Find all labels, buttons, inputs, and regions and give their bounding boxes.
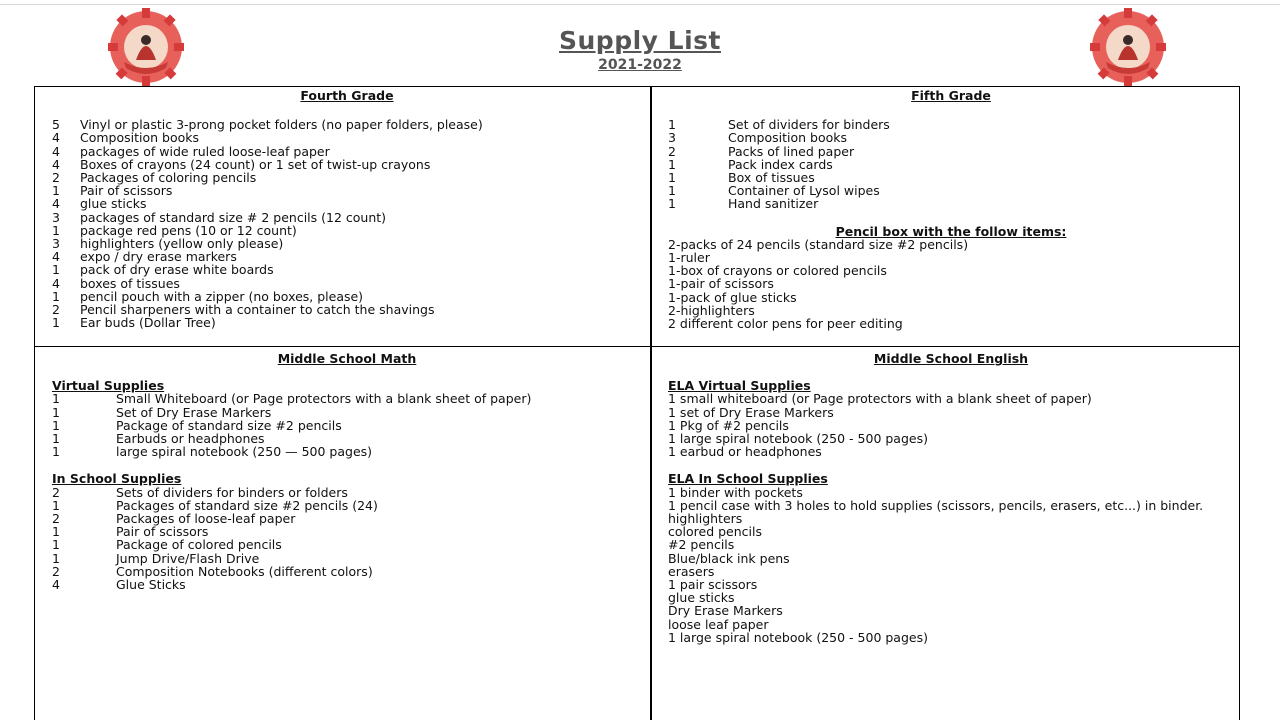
list-item: 1-pack of glue sticks xyxy=(668,289,797,305)
item-text: Set of dividers for binders xyxy=(728,117,890,133)
list-item xyxy=(52,578,642,591)
item-quantity: 1 xyxy=(52,497,60,513)
grid-divider-vertical xyxy=(650,86,652,720)
item-quantity: 1 xyxy=(52,537,60,553)
item-text: Packages of loose-leaf paper xyxy=(116,511,296,527)
item-quantity: 1 xyxy=(52,183,60,199)
list-item: glue sticks xyxy=(668,590,735,606)
fifth-grade-section xyxy=(668,89,1234,330)
item-text: Packages of standard size #2 pencils (24) xyxy=(116,497,378,513)
list-item: 2 different color pens for peer editing xyxy=(668,316,903,332)
list-item: Dry Erase Markers xyxy=(668,603,783,619)
item-text: Pack index cards xyxy=(728,156,833,172)
item-text: Composition Notebooks (different colors) xyxy=(116,563,373,579)
item-quantity: 4 xyxy=(52,249,60,265)
ms-math-heading: Middle School Math xyxy=(277,351,417,366)
list-item xyxy=(52,538,642,551)
item-text: packages of standard size # 2 pencils (12 count) xyxy=(80,209,387,225)
item-quantity: 1 xyxy=(668,117,676,133)
list-item: highlighters xyxy=(668,511,743,527)
list-item xyxy=(52,445,642,458)
item-quantity: 2 xyxy=(52,563,60,579)
list-item xyxy=(52,145,642,158)
ms-english-school-list xyxy=(668,486,1234,644)
list-item: erasers xyxy=(668,563,715,579)
item-text: Glue Sticks xyxy=(116,577,186,593)
pencil-box-heading: Pencil box with the follow items: xyxy=(835,223,1067,239)
fourth-grade-list xyxy=(52,118,642,329)
list-item: 1-box of crayons or colored pencils xyxy=(668,263,887,279)
list-item: 1 large spiral notebook (250 - 500 pages) xyxy=(668,629,928,645)
item-quantity: 4 xyxy=(52,143,60,159)
item-quantity: 5 xyxy=(52,117,60,133)
item-quantity: 1 xyxy=(52,222,60,238)
item-text: Packages of coloring pencils xyxy=(80,170,257,186)
item-quantity: 4 xyxy=(52,275,60,291)
item-quantity: 1 xyxy=(52,444,60,460)
fifth-grade-list xyxy=(668,118,1234,210)
list-item: 1-pair of scissors xyxy=(668,276,774,292)
list-item: 1 large spiral notebook (250 - 500 pages) xyxy=(668,431,928,447)
item-quantity: 1 xyxy=(52,315,60,331)
list-item xyxy=(668,131,1234,144)
item-text: expo / dry erase markers xyxy=(80,249,237,265)
list-item xyxy=(668,145,1234,158)
item-text: pack of dry erase white boards xyxy=(80,262,274,278)
list-item xyxy=(52,316,642,329)
item-quantity: 1 xyxy=(668,170,676,186)
item-text: Boxes of crayons (24 count) or 1 set of twist-up crayons xyxy=(80,156,431,172)
item-quantity: 2 xyxy=(52,484,60,500)
item-text: Pair of scissors xyxy=(116,524,209,540)
list-item: 2-highlighters xyxy=(668,302,755,318)
list-item xyxy=(52,277,642,290)
item-quantity: 2 xyxy=(52,511,60,527)
item-text: Earbuds or headphones xyxy=(116,431,265,447)
fifth-grade-heading: Fifth Grade xyxy=(911,88,991,103)
item-text: Package of colored pencils xyxy=(116,537,282,553)
list-item: 1 binder with pockets xyxy=(668,484,803,500)
item-quantity: 1 xyxy=(52,550,60,566)
pencil-box-list xyxy=(668,238,1234,330)
item-text: Vinyl or plastic 3-prong pocket folders (no paper folders, please) xyxy=(80,117,483,133)
grid-divider-horizontal xyxy=(34,346,1240,347)
list-item xyxy=(668,197,1234,210)
ms-english-heading: Middle School English xyxy=(873,351,1029,366)
ms-math-virtual-list xyxy=(52,392,642,458)
item-text: Box of tissues xyxy=(728,170,815,186)
list-item xyxy=(52,197,642,210)
item-quantity: 1 xyxy=(52,391,60,407)
list-item: #2 pencils xyxy=(668,537,735,553)
item-text: packages of wide ruled loose-leaf paper xyxy=(80,143,330,159)
fourth-grade-section xyxy=(52,89,642,329)
item-quantity: 1 xyxy=(668,156,676,172)
list-item: 2-packs of 24 pencils (standard size #2 pencils) xyxy=(668,236,969,252)
ms-english-school-heading: ELA In School Supplies xyxy=(668,471,828,487)
item-text: boxes of tissues xyxy=(80,275,180,291)
ms-english-virtual-list xyxy=(668,392,1234,458)
school-year: 2021-2022 xyxy=(598,57,682,73)
list-item: 1 small whiteboard (or Page protectors with a blank sheet of paper) xyxy=(668,391,1092,407)
item-quantity: 2 xyxy=(52,302,60,318)
list-item xyxy=(52,263,642,276)
list-item xyxy=(52,211,642,224)
list-item: colored pencils xyxy=(668,524,762,540)
fourth-grade-heading: Fourth Grade xyxy=(300,88,394,103)
list-item xyxy=(52,552,642,565)
page-title: Supply List xyxy=(559,26,721,55)
item-quantity: 1 xyxy=(52,431,60,447)
item-quantity: 4 xyxy=(52,577,60,593)
item-text: highlighters (yellow only please) xyxy=(80,236,284,252)
item-text: Packs of lined paper xyxy=(728,143,855,159)
item-text: Container of Lysol wipes xyxy=(728,183,880,199)
list-item: 1-ruler xyxy=(668,250,710,266)
item-text: large spiral notebook (250 — 500 pages) xyxy=(116,444,373,460)
item-text: Composition books xyxy=(80,130,200,146)
item-text: Jump Drive/Flash Drive xyxy=(116,550,260,566)
list-item: Blue/black ink pens xyxy=(668,550,790,566)
list-item: 1 Pkg of #2 pencils xyxy=(668,417,789,433)
item-quantity: 4 xyxy=(52,130,60,146)
item-quantity: 2 xyxy=(52,170,60,186)
item-text: Sets of dividers for binders or folders xyxy=(116,484,348,500)
item-text: pencil pouch with a zipper (no boxes, please) xyxy=(80,288,364,304)
list-item: 1 pair scissors xyxy=(668,577,758,593)
item-quantity: 1 xyxy=(52,288,60,304)
item-quantity: 3 xyxy=(668,130,676,146)
item-text: Pencil sharpeners with a container to catch the shavings xyxy=(80,302,435,318)
list-item xyxy=(52,486,642,499)
item-text: Package of standard size #2 pencils xyxy=(116,417,342,433)
ms-math-school-heading: In School Supplies xyxy=(52,471,182,487)
list-item: 1 earbud or headphones xyxy=(668,444,822,460)
item-quantity: 3 xyxy=(52,236,60,252)
item-quantity: 2 xyxy=(668,143,676,159)
item-text: Composition books xyxy=(728,130,848,146)
item-text: Hand sanitizer xyxy=(728,196,819,212)
item-text: Pair of scissors xyxy=(80,183,173,199)
top-divider xyxy=(0,4,1280,5)
item-text: Ear buds (Dollar Tree) xyxy=(80,315,216,331)
item-quantity: 1 xyxy=(668,183,676,199)
ms-math-virtual-heading: Virtual Supplies xyxy=(52,378,165,394)
item-quantity: 3 xyxy=(52,209,60,225)
ms-math-school-list xyxy=(52,486,642,592)
item-text: glue sticks xyxy=(80,196,147,212)
ms-math-section xyxy=(52,352,642,591)
item-quantity: 1 xyxy=(52,262,60,278)
item-quantity: 4 xyxy=(52,196,60,212)
list-item xyxy=(52,406,642,419)
list-item xyxy=(52,131,642,144)
item-text: Set of Dry Erase Markers xyxy=(116,404,272,420)
item-quantity: 1 xyxy=(52,404,60,420)
item-quantity: 4 xyxy=(52,156,60,172)
item-quantity: 1 xyxy=(668,196,676,212)
item-quantity: 1 xyxy=(52,524,60,540)
ms-english-section xyxy=(668,352,1234,644)
item-text: Small Whiteboard (or Page protectors with a blank sheet of paper) xyxy=(116,391,532,407)
item-text: package red pens (10 or 12 count) xyxy=(80,222,297,238)
list-item xyxy=(52,392,642,405)
list-item: 1 pencil case with 3 holes to hold supplies (scissors, pencils, erasers, etc...) in binder. xyxy=(668,497,1204,513)
list-item: 1 set of Dry Erase Markers xyxy=(668,404,834,420)
ms-english-virtual-heading: ELA Virtual Supplies xyxy=(668,378,811,394)
list-item: loose leaf paper xyxy=(668,616,769,632)
item-quantity: 1 xyxy=(52,417,60,433)
